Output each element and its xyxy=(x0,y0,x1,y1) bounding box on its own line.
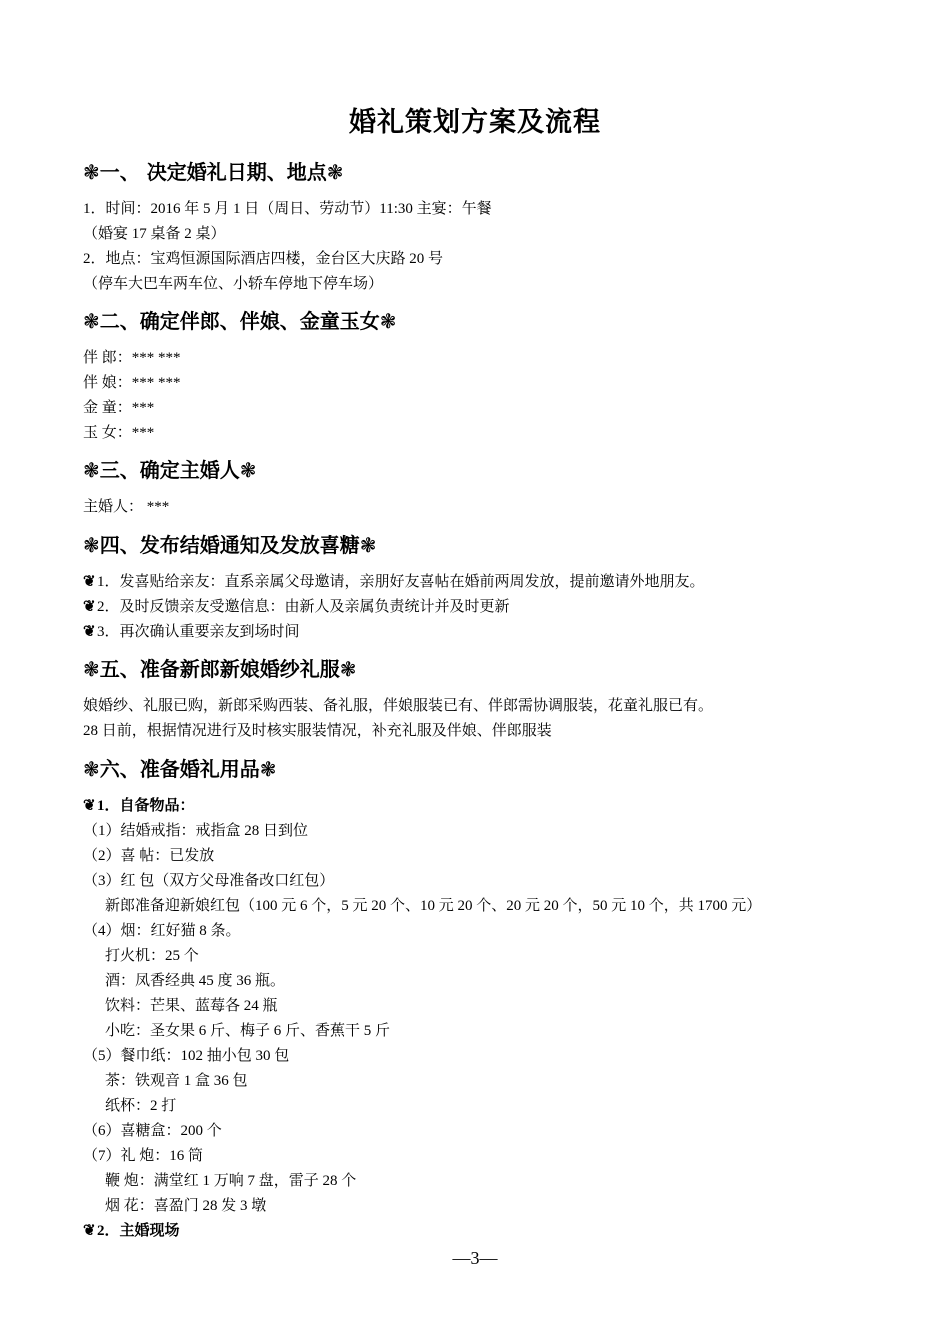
text-line: 伴 郎：*** *** xyxy=(83,350,181,366)
list-item: ❦3．再次确认重要亲友到场时间 xyxy=(83,620,903,645)
list-item: （7）礼 炮：16 筒 xyxy=(83,1148,204,1164)
flower-icon: ❃ xyxy=(379,309,397,333)
list-item: 鞭 炮：满堂红 1 万响 7 盘，雷子 28 个 xyxy=(105,1173,357,1189)
section-heading: ❃一、 决定婚礼日期、地点❃ xyxy=(83,160,344,184)
list-item: 茶：铁观音 1 盒 36 包 xyxy=(105,1073,248,1089)
section-officiant xyxy=(83,455,903,520)
text-line: 金 童：*** xyxy=(83,400,155,416)
section-notices xyxy=(83,530,903,645)
text-line: 28 日前，根据情况进行及时核实服装情况，补充礼服及伴娘、伴郎服装 xyxy=(83,723,552,739)
flower-icon: ❃ xyxy=(259,757,277,781)
list-item: 纸杯：2 打 xyxy=(105,1098,177,1114)
list-item: （6）喜糖盒：200 个 xyxy=(83,1123,222,1139)
list-item: 酒：凤香经典 45 度 36 瓶。 xyxy=(105,973,286,989)
text-line: 伴 娘：*** *** xyxy=(83,375,181,391)
list-item: 小吃：圣女果 6 斤、梅子 6 斤、香蕉干 5 斤 xyxy=(105,1023,391,1039)
flower-icon: ❃ xyxy=(83,160,100,184)
list-item: 烟 花：喜盈门 28 发 3 墩 xyxy=(105,1198,267,1214)
list-item: 新郎准备迎新娘红包（100 元 6 个，5 元 20 个、10 元 20 个、20 元 20 个，50 元 10 个，共 1700 元） xyxy=(105,898,762,914)
bullet-icon: ❦ xyxy=(83,599,96,615)
list-item: （1）结婚戒指：戒指盒 28 日到位 xyxy=(83,823,309,839)
bullet-icon: ❦ xyxy=(83,624,96,640)
flower-icon: ❃ xyxy=(83,458,100,482)
subheading: ❦2．主婚现场 xyxy=(83,1219,903,1244)
text-line: 2．地点：宝鸡恒源国际酒店四楼，金台区大庆路 20 号 xyxy=(83,251,444,267)
text-line: 娘婚纱、礼服已购，新郎采购西装、备礼服，伴娘服装已有、伴郎需协调服装，花童礼服已有。 xyxy=(83,698,714,714)
list-item: 打火机：25 个 xyxy=(105,948,199,964)
flower-icon: ❃ xyxy=(83,757,100,781)
text-line: 玉 女：*** xyxy=(83,425,155,441)
list-item: 饮料：芒果、蓝莓各 24 瓶 xyxy=(105,998,278,1014)
section-heading: ❃四、发布结婚通知及发放喜糖❃ xyxy=(83,533,377,557)
section-heading: ❃二、确定伴郎、伴娘、金童玉女❃ xyxy=(83,309,397,333)
list-item: （3）红 包（双方父母准备改口红包） xyxy=(83,873,335,889)
flower-icon: ❃ xyxy=(83,657,100,681)
subheading: ❦1．自备物品： xyxy=(83,794,903,819)
section-heading: ❃五、准备新郎新娘婚纱礼服❃ xyxy=(83,657,357,681)
section-heading: ❃六、准备婚礼用品❃ xyxy=(83,757,277,781)
section-date-location xyxy=(83,157,903,297)
bullet-icon: ❦ xyxy=(83,798,96,814)
section-supplies xyxy=(83,754,903,1244)
text-line: 主婚人： *** xyxy=(83,499,170,515)
flower-icon: ❃ xyxy=(83,533,100,557)
section-wedding-party xyxy=(83,306,903,446)
flower-icon: ❃ xyxy=(83,309,100,333)
page-number: —3— xyxy=(452,1248,498,1268)
list-item: （5）餐巾纸：102 抽小包 30 包 xyxy=(83,1048,290,1064)
bullet-icon: ❦ xyxy=(83,1223,96,1239)
text-line: 1．时间：2016 年 5 月 1 日（周日、劳动节）11:30 主宴：午餐 xyxy=(83,201,492,217)
list-item: （2）喜 帖：已发放 xyxy=(83,848,215,864)
text-line: （婚宴 17 桌备 2 桌） xyxy=(83,226,226,242)
flower-icon: ❃ xyxy=(359,533,377,557)
section-attire xyxy=(83,654,903,744)
flower-icon: ❃ xyxy=(239,458,257,482)
list-item: ❦2．及时反馈亲友受邀信息：由新人及亲属负责统计并及时更新 xyxy=(83,595,903,620)
text-line: （停车大巴车两车位、小轿车停地下停车场） xyxy=(83,276,384,292)
list-item: ❦1．发喜贴给亲友：直系亲属父母邀请，亲朋好友喜帖在婚前两周发放，提前邀请外地朋友。 xyxy=(83,570,903,595)
section-heading: ❃三、确定主婚人❃ xyxy=(83,458,257,482)
flower-icon: ❃ xyxy=(326,160,344,184)
page-title: 婚礼策划方案及流程 xyxy=(349,107,601,137)
flower-icon: ❃ xyxy=(339,657,357,681)
list-item: （4）烟：红好猫 8 条。 xyxy=(83,923,241,939)
bullet-icon: ❦ xyxy=(83,574,96,590)
